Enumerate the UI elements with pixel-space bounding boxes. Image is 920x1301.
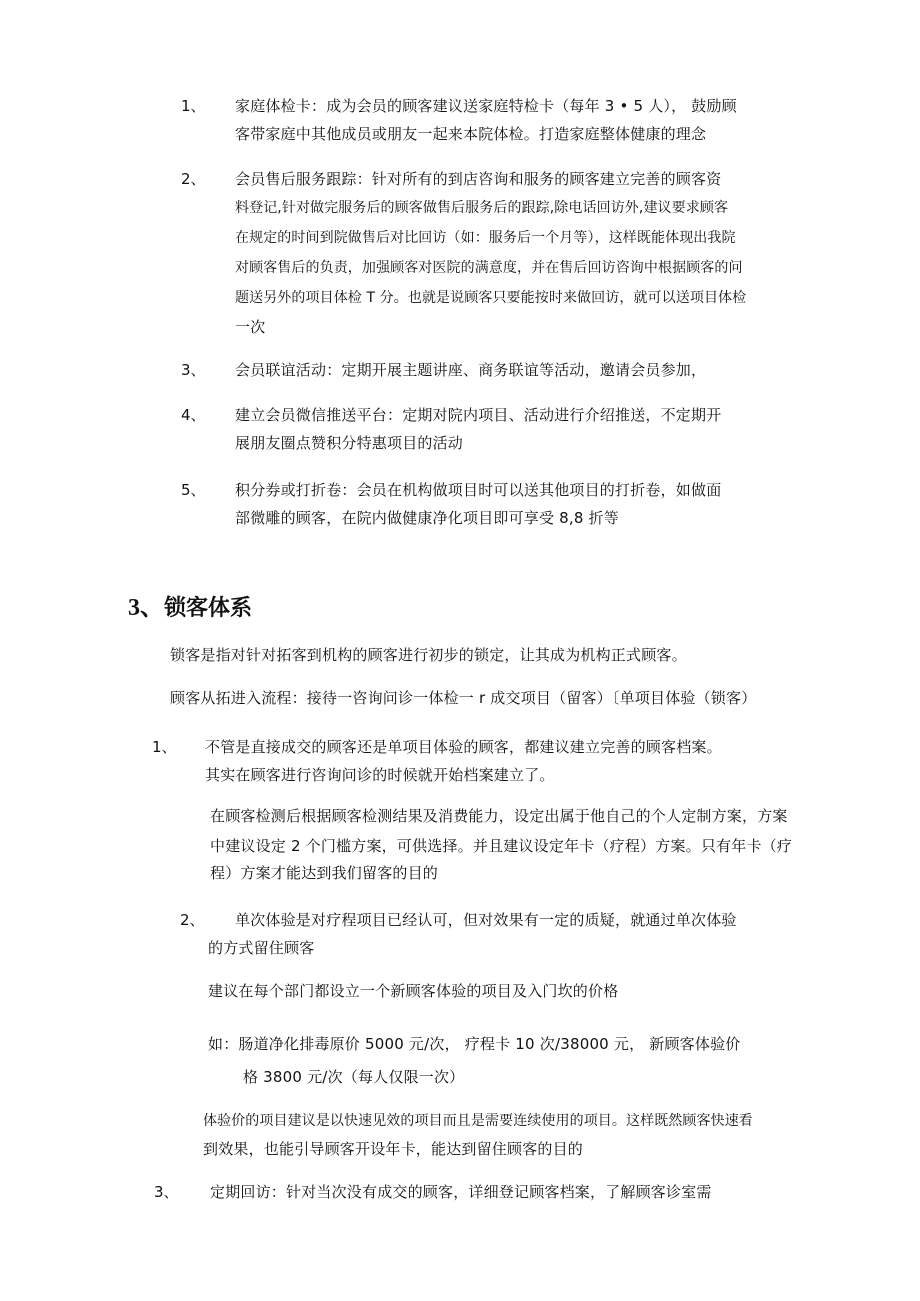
section-intro: 锁客是指对针对拓客到机构的顾客进行初步的锁定，让其成为机构正式顾客。 <box>170 646 687 664</box>
list-text-line: 料登记,针对做完服务后的顾客做售后服务后的跟踪,除电话回访外,建议要求顾客 <box>235 200 729 216</box>
list-text-line: 家庭体检卡：成为会员的顾客建议送家庭特检卡（每年 3 • 5 人）， 鼓励顾 <box>235 97 737 115</box>
list-number: 2、 <box>181 170 206 188</box>
paragraph-line: 如：肠道净化排毒原价 5000 元/次， 疗程卡 10 次/38000 元， 新顾客体验价 <box>208 1035 741 1053</box>
list-text-line: 题送另外的项目体检 T 分。也就是说顾客只要能按时来做回访，就可以送项目体检 <box>235 290 747 306</box>
section-number: 3、 <box>128 595 164 621</box>
list-number: 3、 <box>154 1183 179 1201</box>
paragraph-line: 格 3800 元/次（每人仅限一次） <box>243 1068 465 1086</box>
list-text-line: 展朋友圈点赞积分特惠项目的活动 <box>235 434 464 452</box>
list-text-line: 建立会员微信推送平台：定期对院内项目、活动进行介绍推送，不定期开 <box>235 406 722 424</box>
list-text-line: 定期回访：针对当次没有成交的顾客，详细登记顾客档案，了解顾客诊室需 <box>210 1183 712 1201</box>
paragraph-line: 在顾客检测后根据顾客检测结果及消费能力，设定出属于他自己的个人定制方案，方案 <box>210 807 788 825</box>
list-number: 1、 <box>181 97 206 115</box>
list-number: 2、 <box>180 911 205 929</box>
paragraph-line: 到效果，也能引导顾客开设年卡，能达到留住顾客的目的 <box>203 1140 584 1158</box>
list-text-line: 对顾客售后的负责，加强顾客对医院的满意度，并在售后回访咨询中根据顾客的问 <box>235 260 743 276</box>
paragraph-line: 体验价的项目建议是以快速见效的项目而且是需要连续使用的项目。这样既然顾客快速看 <box>203 1113 753 1129</box>
list-text-line: 积分券或打折卷：会员在机构做项目时可以送其他项目的打折卷，如做面 <box>235 481 722 499</box>
list-number: 1、 <box>152 738 177 756</box>
section-heading <box>128 594 252 623</box>
list-text-line: 会员联谊活动：定期开展主题讲座、商务联谊等活动，邀请会员参加， <box>235 361 707 379</box>
list-text-line: 一次 <box>235 318 266 336</box>
list-text-line: 客带家庭中其他成员或朋友一起来本院体检。打造家庭整体健康的理念 <box>235 125 707 143</box>
paragraph-line: 建议在每个部门都设立一个新顾客体验的项目及入门坎的价格 <box>208 982 619 1000</box>
list-text-line: 单次体验是对疗程项目已经认可，但对效果有一定的质疑，就通过单次体验 <box>235 911 737 929</box>
list-text-line: 其实在顾客进行咨询问诊的时候就开始档案建立了。 <box>205 766 555 784</box>
list-number: 4、 <box>181 406 206 424</box>
paragraph-line: 中建议设定 2 个门槛方案，可供选择。并且建议设定年卡（疗程）方案。只有年卡（疗 <box>210 837 793 855</box>
list-text-line: 会员售后服务跟踪：针对所有的到店咨询和服务的顾客建立完善的顾客资 <box>235 170 722 188</box>
list-number: 3、 <box>181 361 206 379</box>
list-text-line: 不管是直接成交的顾客还是单项目体验的顾客，都建议建立完善的顾客档案。 <box>205 738 722 756</box>
section-title: 锁客体系 <box>164 596 253 621</box>
list-text-line: 部微雕的顾客，在院内做健康净化项目即可享受 8,8 折等 <box>235 509 619 527</box>
process-flow: 顾客从拓进入流程：接待一咨询问诊一体检一 r 成交项目（留客）〔单项目体验（锁客） <box>170 689 757 707</box>
paragraph-line: 程）方案才能达到我们留客的目的 <box>210 864 439 882</box>
list-text-line: 的方式留住顾客 <box>208 939 315 957</box>
list-text-line: 在规定的时间到院做售后对比回访（如：服务后一个月等），这样既能体现出我院 <box>235 230 736 246</box>
list-number: 5、 <box>181 481 206 499</box>
